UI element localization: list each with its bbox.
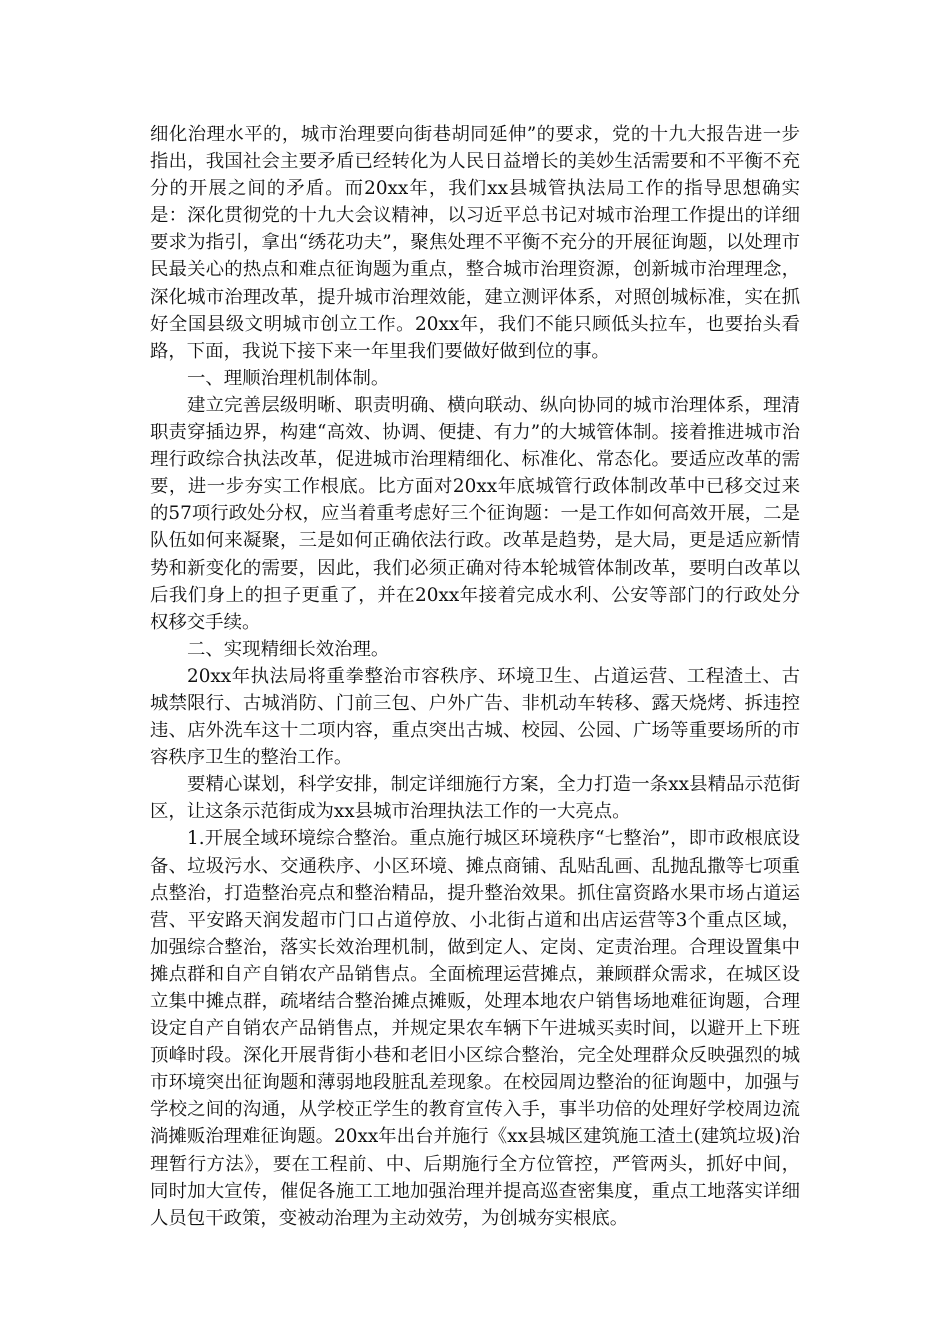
paragraph-intro: 细化治理水平的，城市治理要向街巷胡同延伸”的要求，党的十九大报告进一步指出，我国社会主要矛盾已经转化为人民日益增长的美妙生活需要和不平衡不充分的开展之间的矛盾。而20xx年，我们xx县城管执法局工作的指导思想确实是：深化贯彻党的十九大会议精神，以习近平总书记对城市治理工作提出的详细要求为指引，拿出“绣花功夫”，聚焦处理不平衡不充分的开展征询题，以处理市民最关心的热点和难点征询题为重点，整合城市治理资源，创新城市治理理念，深化城市治理改革，提升城市治理效能，建立测评体系，对照创城标准，实在抓好全国县级文明城市创立工作。20xx年，我们不能只顾低头拉车，也要抬头看路，下面，我说下接下来一年里我们要做好做到位的事。: [150, 124, 800, 362]
paragraph-governance-system: 建立完善层级明晰、职责明确、横向联动、纵向协同的城市治理体系，理清职责穿插边界，构建“高效、协调、便捷、有力”的大城管体制。接着推进城市治理行政综合执法改革，促进城市治理精细化、标准化、常态化。要适应改革的需要，进一步夯实工作根底。比方面对20xx年底城管行政体制改革中已移交过来的57项行政处分权，应当着重考虑好三个征询题：一是工作如何高效开展，二是队伍如何来凝聚，三是如何正确依法行政。改革是趋势，是大局，更是适应新情势和新变化的需要，因此，我们必须正确对待本轮城管体制改革，要明白改革以后我们身上的担子更重了，并在20xx年接着完成水利、公安等部门的行政处分权移交手续。: [150, 394, 800, 633]
paragraph-environment-rectification: 1.开展全域环境综合整治。重点施行城区环境秩序“七整治”，即市政根底设备、垃圾污水、交通秩序、小区环境、摊点商铺、乱贴乱画、乱抛乱撒等七项重点整治，打造整治亮点和整治精品，提升整治效果。抓住富资路水果市场占道运营、平安路天润发超市门口占道停放、小北街占道和出店运营等3个重点区域，加强综合整治，落实长效治理机制，做到定人、定岗、定责治理。合理设置集中摊点群和自产自销农产品销售点。全面梳理运营摊点，兼顾群众需求，在城区设立集中摊点群，疏堵结合整治摊点摊贩，处理本地农户销售场地难征询题，合理设定自产自销农产品销售点，并规定果农车辆下午进城买卖时间，以避开上下班顶峰时段。深化开展背街小巷和老旧小区综合整治，完全处理群众反映强烈的城市环境突出征询题和薄弱地段脏乱差现象。在校园周边整治的征询题中，加强与学校之间的沟通，从学校正学生的教育宣传入手，事半功倍的处理好学校周边流淌摊贩治理难征询题。20xx年出台并施行《xx县城区建筑施工渣土(建筑垃圾)治理暂行方法》，要在工程前、中、后期施行全方位管控，严管两头，抓好中间，同时加大宣传，催促各施工工地加强治理并提高巡查密集度，重点工地落实详细人员包干政策，变被动治理为主动效劳，为创城夯实根底。: [150, 828, 800, 1229]
paragraph-twelve-items: 20xx年执法局将重拳整治市容秩序、环境卫生、占道运营、工程渣土、古城禁限行、古城消防、门前三包、户外广告、非机动车转移、露天烧烤、拆违控违、店外洗车这十二项内容，重点突出古城、校园、公园、广场等重要场所的市容秩序卫生的整治工作。: [150, 665, 800, 769]
document-body: [150, 121, 800, 1232]
heading-section-two: 二、实现精细长效治理。: [187, 638, 390, 660]
paragraph-demo-street: 要精心谋划，科学安排，制定详细施行方案，全力打造一条xx县精品示范街区，让这条示范街成为xx县城市治理执法工作的一大亮点。: [150, 774, 800, 823]
heading-section-one: 一、理顺治理机制体制。: [187, 367, 390, 389]
